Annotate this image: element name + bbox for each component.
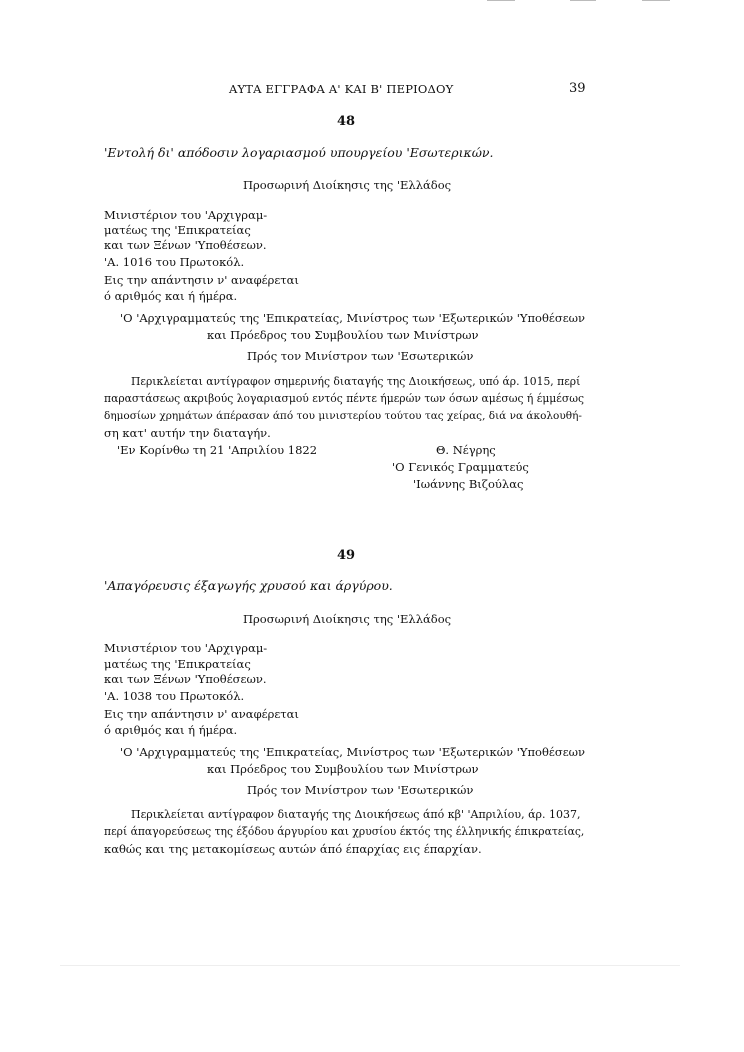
body-line: περί άπαγορεύσεως της έξόδου άργυρίου και χρυσίου έκτός της έλληνικής έπικρατείας, xyxy=(104,825,585,838)
body-line: Περικλείεται αντίγραφον σημερινής διαταγής της Διοικήσεως, υπό άρ. 1015, περί xyxy=(131,375,581,388)
signature-name: Θ. Νέγρης xyxy=(436,443,496,457)
body-line: παραστάσεως ακριβούς λογαριασμού εντός πέντε ήμερών των όσων αμέσως ή έμμέσως xyxy=(104,392,584,405)
scan-mark xyxy=(487,0,515,1)
ministry-line: και των Ξένων 'Υποθέσεων. xyxy=(104,238,267,252)
document-number: 48 xyxy=(336,114,356,129)
recipient-line: Πρός τον Μινίστρον των 'Εσωτερικών xyxy=(247,349,474,363)
signature-secretary: 'Ιωάννης Βιζούλας xyxy=(413,477,524,491)
signature-title: 'Ο Γενικός Γραμματεύς xyxy=(392,460,529,474)
sender-line: 'Ο 'Αρχιγραμματεύς της 'Επικρατείας, Μινίστρος των 'Εξωτερικών 'Υποθέσεων xyxy=(120,311,586,325)
running-head: ΑΥΤΑ ΕΓΓΡΑΦΑ Α' ΚΑΙ Β' ΠΕΡΙΟΔΟΥ xyxy=(229,82,454,96)
page-number: 39 xyxy=(569,81,586,96)
body-line: ση κατ' αυτήν την διαταγήν. xyxy=(104,426,271,440)
reply-note-line: ό αριθμός και ή ήμέρα. xyxy=(104,289,238,303)
scan-mark xyxy=(642,0,670,1)
sender-line: και Πρόεδρος του Συμβουλίου των Μινίστρων xyxy=(207,328,479,342)
ministry-line: ματέως της 'Επικρατείας xyxy=(104,657,251,671)
government-heading: Προσωρινή Διοίκησις της 'Ελλάδος xyxy=(243,612,452,626)
scan-mark xyxy=(570,0,596,1)
body-line: δημοσίων χρημάτων άπέρασαν άπό του μινιστερίου τούτου τας χείρας, διά να άκολουθή- xyxy=(104,410,582,422)
ministry-line: Μινιστέριον του 'Αρχιγραμ- xyxy=(104,641,268,655)
ministry-line: ματέως της 'Επικρατείας xyxy=(104,223,251,237)
reply-note-line: Εις την απάντησιν ν' αναφέρεται xyxy=(104,707,299,721)
ministry-line: και των Ξένων 'Υποθέσεων. xyxy=(104,672,267,686)
document-number: 49 xyxy=(336,548,356,563)
recipient-line: Πρός τον Μινίστρον των 'Εσωτερικών xyxy=(247,783,474,797)
document-title: 'Απαγόρευσις έξαγωγής χρυσού και άργύρου. xyxy=(104,578,393,593)
date-line: 'Εν Κορίνθω τη 21 'Απριλίου 1822 xyxy=(117,443,318,457)
body-line: καθώς και της μετακομίσεως αυτών άπό έπαρχίας εις έπαρχίαν. xyxy=(104,842,482,856)
reply-note-line: Εις την απάντησιν ν' αναφέρεται xyxy=(104,273,299,287)
reply-note-line: ό αριθμός και ή ήμέρα. xyxy=(104,723,238,737)
sender-line: και Πρόεδρος του Συμβουλίου των Μινίστρων xyxy=(207,762,479,776)
ministry-line: Μινιστέριον του 'Αρχιγραμ- xyxy=(104,208,268,222)
document-title: 'Εντολή δι' απόδοσιν λογαριασμού υπουργείου 'Εσωτερικών. xyxy=(104,145,494,160)
protocol-number: 'Α. 1038 του Πρωτοκόλ. xyxy=(104,689,245,703)
protocol-number: 'Α. 1016 του Πρωτοκόλ. xyxy=(104,255,245,269)
scan-mark xyxy=(60,965,680,966)
government-heading: Προσωρινή Διοίκησις της 'Ελλάδος xyxy=(243,178,452,192)
sender-line: 'Ο 'Αρχιγραμματεύς της 'Επικρατείας, Μινίστρος των 'Εξωτερικών 'Υποθέσεων xyxy=(120,745,586,759)
body-line: Περικλείεται αντίγραφον διαταγής της Διοικήσεως άπό κβ' 'Απριλίου, άρ. 1037, xyxy=(131,808,581,821)
